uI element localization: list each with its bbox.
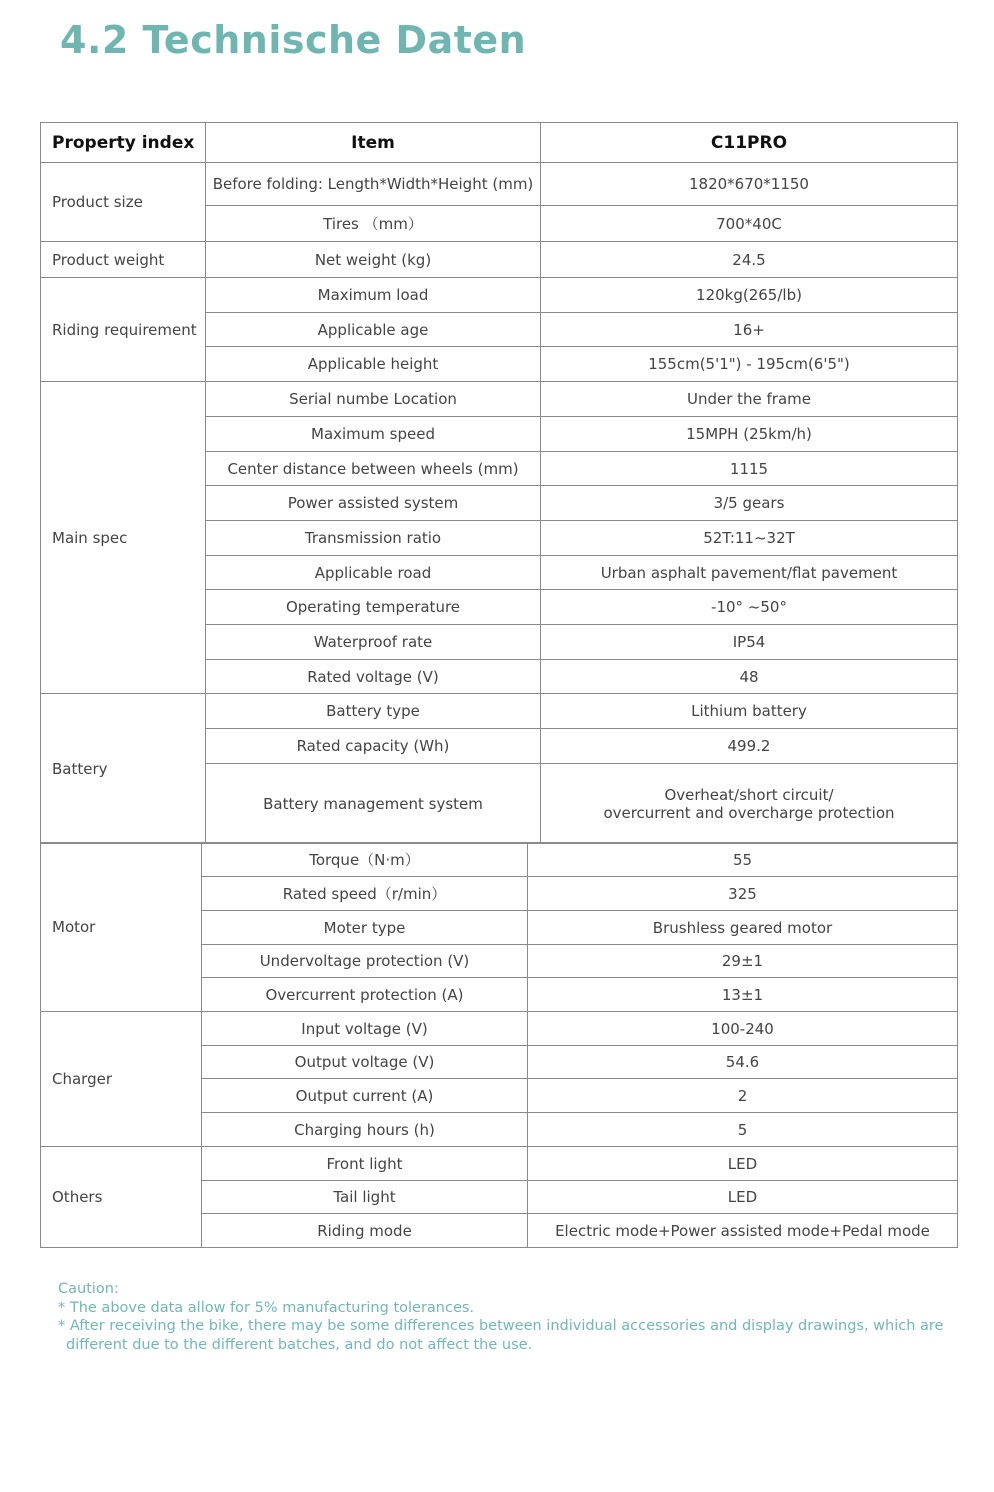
caution-line: * The above data allow for 5% manufacturing tolerances. [58, 1299, 475, 1316]
item-cell: Charging hours (h) [202, 1113, 528, 1147]
item-cell: Waterproof rate [206, 625, 541, 660]
category-motor: Motor [41, 843, 202, 1012]
value-cell: 100-240 [528, 1012, 958, 1046]
value-cell: 1115 [541, 452, 958, 486]
item-cell: Before folding: Length*Width*Height (mm) [206, 163, 541, 206]
value-line: overcurrent and overcharge protection [603, 803, 895, 822]
value-cell: 48 [541, 660, 958, 694]
item-cell: Power assisted system [206, 486, 541, 521]
value-cell: Brushless geared motor [528, 911, 958, 945]
item-cell: Applicable road [206, 556, 541, 590]
table-row [41, 278, 958, 313]
caution-notes [58, 1280, 948, 1354]
value-cell: 29±1 [528, 945, 958, 978]
item-cell: Tail light [202, 1181, 528, 1214]
category-riding-requirement: Riding requirement [41, 278, 206, 382]
table-row [41, 843, 958, 877]
value-cell: Electric mode+Power assisted mode+Pedal mode [528, 1214, 958, 1248]
item-cell: Rated capacity (Wh) [206, 729, 541, 764]
value-line: Overheat/short circuit/ [664, 785, 834, 804]
value-cell: 499.2 [541, 729, 958, 764]
value-cell: LED [528, 1181, 958, 1214]
caution-heading: Caution: [58, 1281, 119, 1297]
value-cell: -10° ~50° [541, 590, 958, 625]
category-others: Others [41, 1147, 202, 1248]
table-header-row [41, 123, 958, 163]
category-product-size: Product size [41, 163, 206, 242]
item-cell: Overcurrent protection (A) [202, 978, 528, 1012]
item-cell: Applicable height [206, 347, 541, 382]
item-cell: Applicable age [206, 313, 541, 347]
item-cell: Transmission ratio [206, 521, 541, 556]
header-property-index: Property index [41, 123, 206, 163]
value-cell: 52T:11~32T [541, 521, 958, 556]
table-row [41, 1147, 958, 1181]
caution-line: * After receiving the bike, there may be some differences between individual accessories and display drawings, which are different due to the different batches, and do not affect the use. [58, 1318, 944, 1353]
table-row [41, 242, 958, 278]
category-battery: Battery [41, 694, 206, 844]
spec-table-secondary [40, 842, 958, 1248]
value-cell: 325 [528, 877, 958, 911]
value-cell: Urban asphalt pavement/flat pavement [541, 556, 958, 590]
item-cell: Rated speed（r/min） [202, 877, 528, 911]
value-cell: 1820*670*1150 [541, 163, 958, 206]
table-row [41, 694, 958, 729]
item-cell: Rated voltage (V) [206, 660, 541, 694]
value-cell: 13±1 [528, 978, 958, 1012]
item-cell: Front light [202, 1147, 528, 1181]
value-cell: 155cm(5'1") - 195cm(6'5") [541, 347, 958, 382]
value-cell: 15MPH (25km/h) [541, 417, 958, 452]
value-cell: 16+ [541, 313, 958, 347]
item-cell: Output voltage (V) [202, 1046, 528, 1079]
value-cell: IP54 [541, 625, 958, 660]
category-charger: Charger [41, 1012, 202, 1147]
category-main-spec: Main spec [41, 382, 206, 694]
item-cell: Moter type [202, 911, 528, 945]
item-cell: Serial numbe Location [206, 382, 541, 417]
value-cell: 55 [528, 843, 958, 877]
category-product-weight: Product weight [41, 242, 206, 278]
value-cell [541, 764, 958, 844]
value-cell: Under the frame [541, 382, 958, 417]
value-cell: 700*40C [541, 206, 958, 242]
table-row [41, 382, 958, 417]
item-cell: Torque（N·m） [202, 843, 528, 877]
value-cell: 2 [528, 1079, 958, 1113]
item-cell: Riding mode [202, 1214, 528, 1248]
value-cell: 5 [528, 1113, 958, 1147]
item-cell: Maximum load [206, 278, 541, 313]
item-cell: Operating temperature [206, 590, 541, 625]
header-model: C11PRO [541, 123, 958, 163]
item-cell: Undervoltage protection (V) [202, 945, 528, 978]
item-cell: Battery type [206, 694, 541, 729]
value-cell: 3/5 gears [541, 486, 958, 521]
value-cell: 54.6 [528, 1046, 958, 1079]
item-cell: Net weight (kg) [206, 242, 541, 278]
page-title: 4.2 Technische Daten [60, 18, 527, 62]
value-cell: 120kg(265/lb) [541, 278, 958, 313]
value-cell: Lithium battery [541, 694, 958, 729]
header-item: Item [206, 123, 541, 163]
item-cell: Battery management system [206, 764, 541, 844]
item-cell: Maximum speed [206, 417, 541, 452]
item-cell: Tires （mm） [206, 206, 541, 242]
value-cell: LED [528, 1147, 958, 1181]
item-cell: Output current (A) [202, 1079, 528, 1113]
table-row [41, 1012, 958, 1046]
item-cell: Input voltage (V) [202, 1012, 528, 1046]
value-cell: 24.5 [541, 242, 958, 278]
item-cell: Center distance between wheels (mm) [206, 452, 541, 486]
spec-table-main [40, 122, 958, 844]
table-row [41, 163, 958, 206]
